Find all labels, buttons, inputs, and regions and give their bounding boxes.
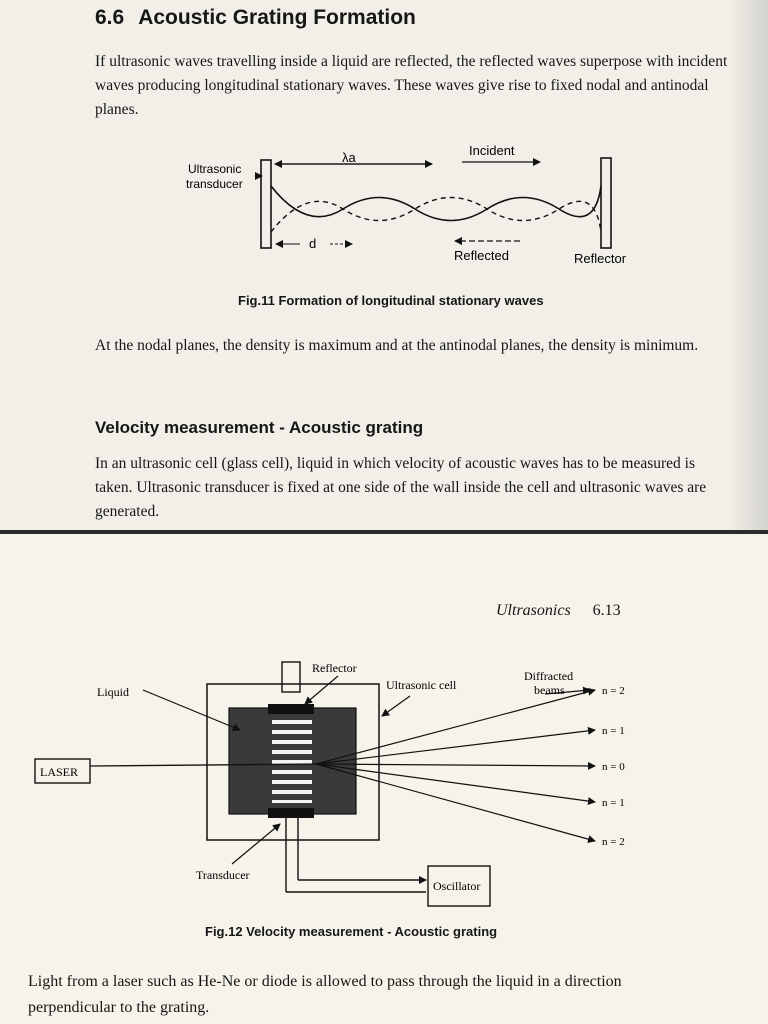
figure-acoustic-grating xyxy=(0,534,768,924)
order-label: n = 0 xyxy=(602,761,625,773)
label-laser: LASER xyxy=(40,765,79,779)
header-title: Ultrasonics xyxy=(496,602,571,619)
paragraph-cell: In an ultrasonic cell (glass cell), liquid in which velocity of acoustic waves has to be measured is taken. Ultrasonic transducer is fixed at one side of the wall inside the cell and ultrasonic waves are generated. xyxy=(95,455,707,520)
subheading-velocity: Velocity measurement - Acoustic grating xyxy=(95,418,424,437)
figure-12-caption: Fig.12 Velocity measurement - Acoustic grating xyxy=(205,924,498,939)
incident-wave xyxy=(271,186,601,221)
order-label: n = 2 xyxy=(602,836,625,848)
paragraph-intro: If ultrasonic waves travelling inside a liquid are reflected, the reflected waves superpose with incident waves producing longitudinal stationary waves. These waves give rise to fixed nodal and antinodal planes. xyxy=(95,53,728,118)
transducer-plate xyxy=(261,160,271,248)
label-reflector: Reflector xyxy=(574,251,627,266)
paragraph-laser: Light from a laser such as He-Ne or diode is allowed to pass through the liquid in a direction perpendicular to the grating. xyxy=(28,973,622,1016)
order-label: n = 1 xyxy=(602,797,625,809)
lower-page xyxy=(0,534,768,1024)
page-number: 6.13 xyxy=(592,602,621,619)
section-number: 6.6 xyxy=(95,6,125,29)
label-diffracted: Diffracted xyxy=(524,669,574,683)
reflected-wave xyxy=(271,198,601,233)
label-distance: d xyxy=(309,236,317,251)
reflector-plate xyxy=(601,158,611,248)
label-ultrasonic-cell: Ultrasonic cell xyxy=(386,678,457,692)
paragraph-nodal: At the nodal planes, the density is maximum and at the antinodal planes, the density is minimum. xyxy=(95,337,699,354)
order-label: n = 2 xyxy=(602,685,625,697)
label-liquid: Liquid xyxy=(97,685,129,699)
figure-stationary-waves xyxy=(0,138,768,308)
label-reflected: Reflected xyxy=(454,248,509,263)
order-label: n = 1 xyxy=(602,725,625,737)
label-beams: beams xyxy=(534,683,565,697)
grating-planes xyxy=(272,720,312,803)
reflector-post xyxy=(282,662,300,692)
figure-11-caption: Fig.11 Formation of longitudinal stationary waves xyxy=(238,293,544,308)
section-heading xyxy=(95,6,416,30)
label-oscillator: Oscillator xyxy=(433,879,481,893)
section-title: Acoustic Grating Formation xyxy=(138,6,416,29)
label-incident: Incident xyxy=(469,143,515,158)
label-reflector: Reflector xyxy=(312,661,357,675)
label-wavelength: λa xyxy=(342,150,356,165)
label-transducer: Transducer xyxy=(196,868,250,882)
label-transducer: transducer xyxy=(186,177,243,191)
label-ultrasonic: Ultrasonic xyxy=(188,162,242,176)
